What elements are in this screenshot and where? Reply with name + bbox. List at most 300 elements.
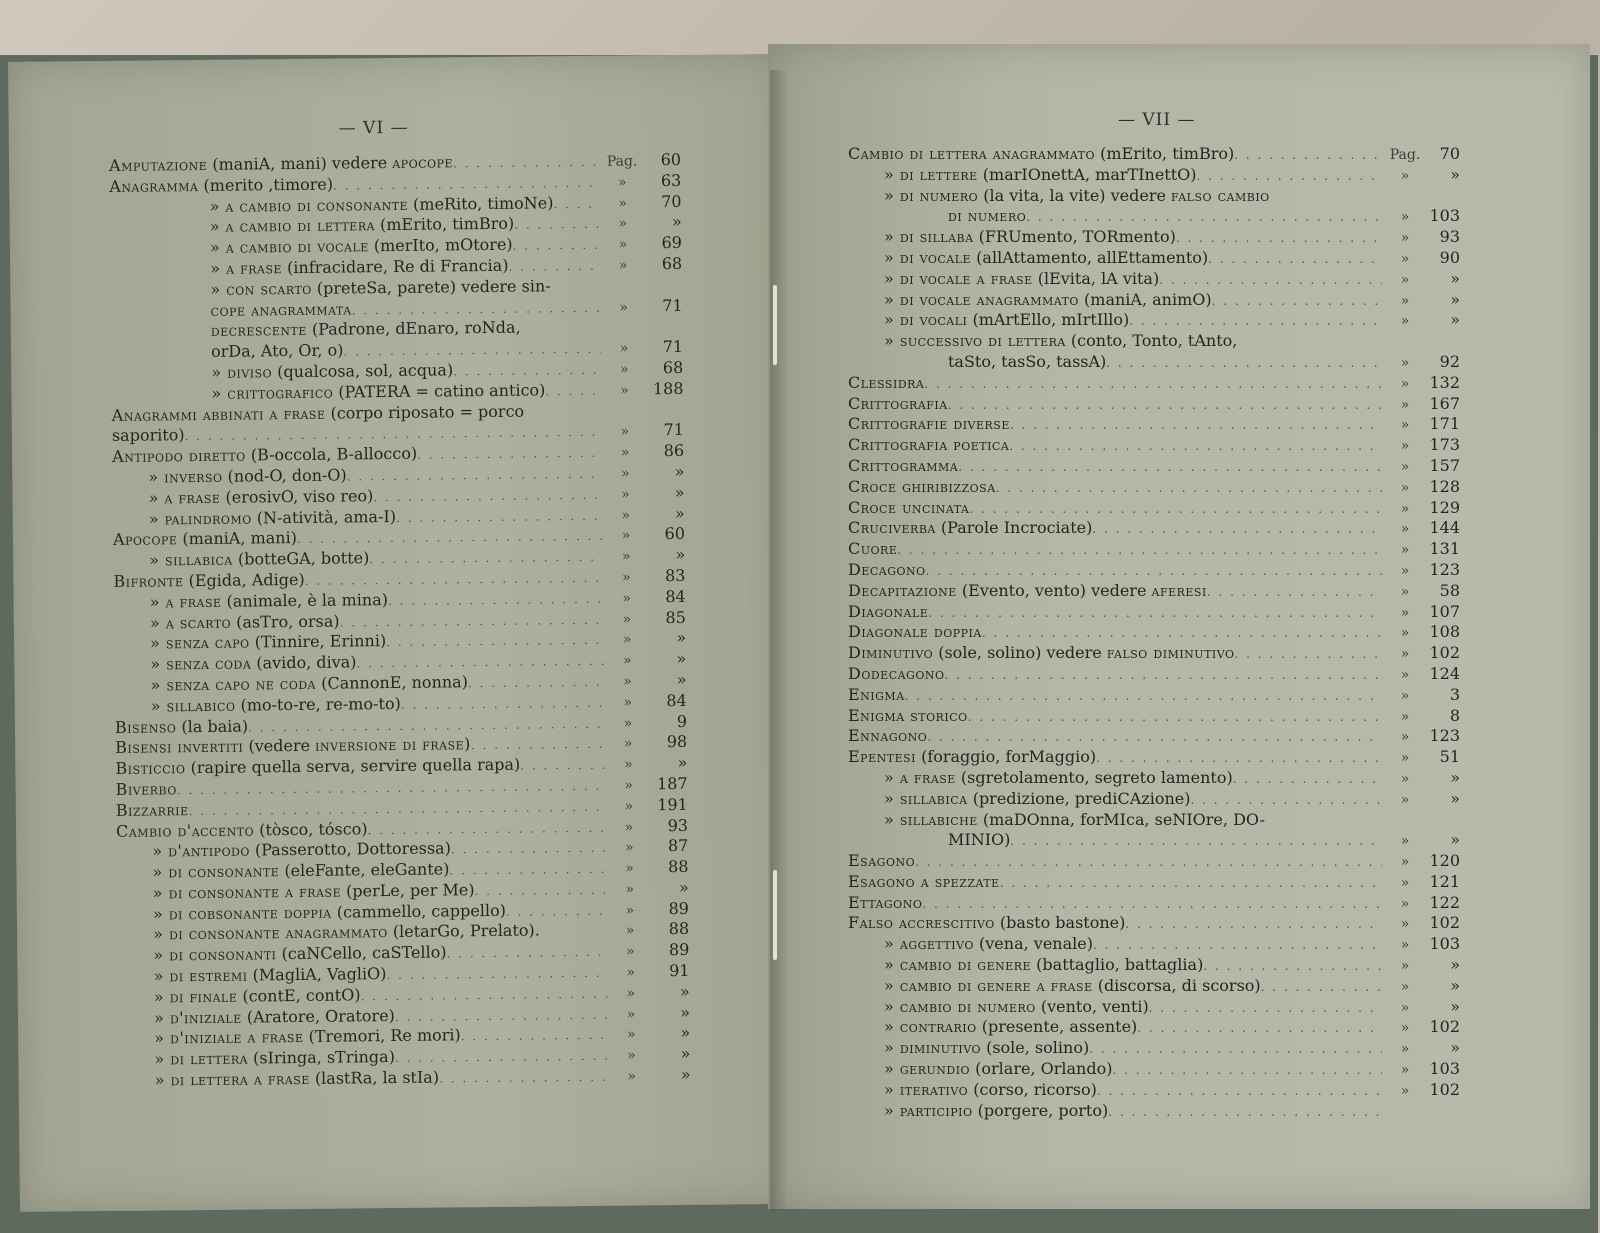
entry-term: Biverbo	[115, 779, 177, 799]
ditto-mark: »	[1400, 458, 1410, 475]
entry-term: di numero	[948, 206, 1027, 226]
ditto-mark: »	[1400, 833, 1410, 850]
entry-example: (perLe, per Me)	[340, 880, 475, 901]
entry-term: Epentesi	[848, 747, 916, 767]
entry-example: (avido, diva)	[251, 652, 357, 673]
ditto-mark: »	[1400, 292, 1410, 309]
entry-term: Ennagono	[848, 726, 928, 746]
page-reference: 9	[676, 711, 688, 731]
dot-leader	[474, 880, 606, 902]
entry-example: (mErito, timBro)	[374, 214, 515, 235]
dot-leader	[1096, 748, 1382, 769]
entry-example: (maniA, mani)	[177, 528, 298, 549]
entry-term: » di consonanti	[153, 944, 277, 965]
entry-term: » a cambio di consonante	[209, 194, 409, 216]
entry-term: decrescente	[210, 320, 307, 341]
ditto-mark: »	[626, 964, 635, 981]
entry-example: (lEvita, lA vita)	[1032, 268, 1160, 288]
page-reference: 87	[667, 836, 689, 856]
ditto-mark: »	[618, 195, 627, 212]
ditto-mark: »	[625, 860, 634, 877]
entry-example: (foraggio, forMaggio)	[915, 747, 1097, 767]
page-reference: 121	[1429, 871, 1460, 891]
index-entry	[848, 456, 1460, 477]
page-reference: 90	[1439, 247, 1460, 267]
dot-leader	[553, 193, 599, 214]
entry-term: » sillabiche	[884, 809, 978, 829]
entry-example: (predizione, prediCAzione)	[967, 788, 1191, 808]
dot-leader	[521, 332, 601, 333]
page-reference: 69	[661, 233, 683, 253]
entry-example: (meRito, timoNe)	[407, 192, 554, 214]
entry-example: (contE, contO)	[237, 985, 361, 1006]
entry-term: Bisticcio	[115, 758, 186, 779]
dot-leader	[471, 734, 605, 756]
dot-leader	[1009, 436, 1382, 457]
entry-term: » senza capo ne coda	[150, 673, 317, 695]
page-reference: 187	[656, 773, 688, 794]
ditto-mark: »	[1400, 583, 1410, 600]
dot-leader	[1112, 1060, 1382, 1081]
dot-leader	[1191, 790, 1383, 811]
index-entry	[848, 477, 1460, 498]
page-reference: 93	[1439, 227, 1460, 247]
page-reference: 68	[661, 253, 683, 274]
ditto-mark: »	[622, 569, 631, 586]
ditto-mark: »	[1400, 978, 1410, 995]
ditto-mark: »	[1400, 916, 1410, 933]
index-entry	[848, 685, 1460, 706]
entry-term: » sillabico	[150, 695, 236, 716]
index-entry	[848, 706, 1460, 727]
ditto-mark: »	[622, 652, 632, 669]
dot-leader	[1125, 914, 1382, 935]
page-reference: 103	[1429, 1059, 1460, 1079]
page-reference: »	[1450, 788, 1460, 808]
index-entry	[848, 394, 1460, 415]
page-reference: »	[677, 753, 688, 773]
dot-leader	[1137, 1018, 1382, 1039]
entry-term: Bizzarrie	[115, 799, 189, 820]
entry-example: (lastRa, la stIa)	[309, 1067, 440, 1088]
binding-thread	[773, 870, 777, 960]
page-reference: 124	[1429, 663, 1460, 683]
ditto-mark: »	[623, 694, 633, 711]
dot-leader	[1149, 998, 1382, 1019]
entry-term: » a frase	[149, 591, 222, 612]
dot-leader	[513, 235, 601, 257]
page-reference: 63	[660, 170, 682, 190]
entry-example: (allAttamento, allEttamento)	[971, 247, 1209, 267]
dot-leader	[1108, 1102, 1382, 1123]
page-reference: »	[680, 1002, 691, 1022]
page-reference: 103	[1429, 206, 1460, 226]
dot-leader	[1010, 831, 1382, 852]
page-reference: »	[674, 503, 685, 523]
ditto-mark: »	[1400, 854, 1410, 871]
page-reference: »	[675, 545, 686, 565]
index-entry	[848, 768, 1460, 789]
page-reference: »	[1450, 767, 1460, 787]
entry-term: » cambio di numero	[884, 996, 1036, 1016]
entry-example: (merIto, mOtore)	[368, 234, 513, 256]
index-entry	[848, 1101, 1460, 1122]
index-entry	[848, 934, 1460, 955]
index-entry	[848, 1080, 1460, 1101]
entry-term: » diminutivo	[884, 1038, 981, 1058]
ditto-mark: »	[1400, 167, 1410, 184]
index-entry	[848, 664, 1460, 685]
page-reference: »	[678, 877, 689, 897]
page-reference: »	[680, 1044, 691, 1064]
ditto-mark: »	[1400, 209, 1410, 226]
index-entry	[848, 726, 1460, 747]
page-reference: 173	[1429, 435, 1460, 455]
entry-term: » con scarto	[210, 278, 312, 299]
ditto-mark: »	[1400, 999, 1410, 1016]
dot-leader	[540, 935, 607, 936]
index-entry	[848, 352, 1460, 373]
entry-example: (mErito, timBro)	[1095, 144, 1235, 163]
entry-term: » di lettera	[154, 1048, 249, 1069]
index-entry	[848, 997, 1460, 1018]
entry-example: (Tremori, Re mori)	[303, 1025, 461, 1047]
ditto-mark: »	[624, 818, 634, 836]
dot-leader	[453, 360, 601, 382]
ditto-mark: »	[1400, 708, 1410, 725]
index-entry	[848, 622, 1460, 643]
entry-example: (Padrone, dEnaro, roNda,	[306, 318, 521, 340]
page-reference: 129	[1429, 497, 1460, 517]
dot-leader	[968, 707, 1382, 728]
ditto-mark: »	[1400, 542, 1410, 559]
entry-term: Cambio d'accento	[115, 819, 255, 841]
dot-leader	[915, 852, 1382, 873]
page-reference: 89	[668, 940, 690, 960]
page-reference: 144	[1429, 518, 1460, 538]
page-reference: 98	[666, 732, 688, 752]
page-reference: 88	[668, 857, 689, 877]
dot-leader	[926, 561, 1382, 582]
index-entry	[848, 976, 1460, 997]
dot-leader	[551, 291, 601, 292]
ditto-mark: »	[621, 486, 630, 503]
index-entry	[848, 643, 1460, 664]
entry-example: MINIO)	[948, 830, 1011, 850]
ditto-mark: »	[624, 777, 633, 794]
page-reference: 60	[664, 524, 686, 544]
page-reference: 188	[652, 378, 684, 399]
entry-term: Esagono a spezzate	[848, 871, 1000, 891]
ditto-mark: »	[1400, 937, 1410, 954]
page-reference: 83	[664, 565, 686, 586]
page-reference: 3	[1449, 684, 1460, 704]
ditto-mark: »	[619, 299, 628, 316]
entry-example: (sole, solino) vedere	[933, 643, 1107, 663]
entry-term: Crittografie diverse	[848, 414, 1010, 434]
entry-example: (maniA, animO)	[1078, 289, 1212, 309]
index-entry	[848, 747, 1460, 768]
page-reference: 51	[1439, 747, 1460, 767]
page-reference: 171	[1429, 414, 1460, 434]
index-entry	[848, 269, 1460, 290]
entry-term: » a cambio di vocale	[209, 236, 369, 258]
ditto-mark: »	[1400, 770, 1410, 787]
ditto-mark: »	[1400, 313, 1410, 330]
entry-crossref: aferesi	[1151, 580, 1207, 600]
index-entry	[848, 310, 1460, 331]
entry-term: » di sillaba	[884, 227, 974, 247]
dot-leader	[1233, 769, 1382, 790]
entry-term: » a frase	[148, 487, 221, 508]
entry-example: (sgretolamento, segreto lamento)	[955, 767, 1233, 787]
entry-term: » d'iniziale a frase	[154, 1027, 304, 1048]
entry-term: » a cambio di lettera	[209, 215, 376, 237]
index-entry	[848, 581, 1460, 602]
dot-leader	[1234, 145, 1382, 166]
ditto-mark: »	[1400, 666, 1410, 683]
entry-example: (vena, venale)	[973, 934, 1093, 954]
page-reference: 71	[663, 420, 684, 440]
dot-leader	[508, 256, 600, 278]
ditto-mark: »	[1400, 729, 1410, 746]
entry-example: (sole, solino)	[981, 1038, 1090, 1058]
ditto-mark: »	[621, 507, 631, 524]
entry-crossref: falso cambio	[1171, 185, 1270, 205]
entry-term: Crittografia poetica	[848, 435, 1010, 455]
entry-example: (vedere	[243, 736, 316, 756]
ditto-mark: »	[620, 382, 629, 399]
ditto-mark: »	[618, 215, 628, 233]
index-entry	[848, 206, 1460, 227]
entry-term: » d'iniziale	[153, 1007, 242, 1028]
right-index-list	[848, 144, 1460, 1121]
dot-leader	[1010, 415, 1382, 436]
index-entry	[848, 539, 1460, 560]
entry-example: (infracidare, Re di Francia)	[281, 255, 509, 278]
entry-term: » a frase	[210, 258, 283, 278]
page-reference: »	[676, 628, 687, 648]
ditto-mark: »	[1400, 750, 1410, 767]
entry-term: Esagono	[848, 851, 916, 871]
ditto-mark: »	[625, 902, 635, 919]
page-reference: 92	[1439, 351, 1460, 371]
dot-leader	[1261, 977, 1382, 998]
ditto-mark: »	[626, 1026, 636, 1044]
entry-example: (preteSa, parete) vedere sin-	[311, 276, 551, 298]
dot-leader	[524, 415, 602, 416]
dot-leader	[468, 672, 605, 694]
ditto-mark: »	[618, 236, 628, 253]
entry-term: » cambio di genere a frase	[884, 975, 1093, 995]
ditto-mark: »	[1400, 895, 1410, 912]
ditto-mark: »	[1400, 687, 1410, 704]
entry-term: Croce ghiribizzosa	[848, 476, 996, 496]
entry-term: » d'antipodo	[152, 840, 250, 861]
entry-term: Anagrammi abbinati a frase	[111, 403, 326, 425]
entry-term: cope anagrammata	[210, 298, 352, 320]
entry-term: Bisensi invertiti	[115, 736, 244, 758]
entry-term: » di vocale anagrammato	[884, 289, 1079, 309]
dot-leader	[1089, 1039, 1382, 1060]
ditto-mark: »	[1400, 230, 1410, 247]
entry-term: Decagono	[848, 559, 926, 579]
index-entry	[848, 518, 1460, 539]
entry-term: » sillabica	[884, 788, 968, 808]
ditto-mark: »	[1400, 271, 1410, 288]
ditto-mark: »	[1400, 396, 1410, 413]
ditto-mark: »	[617, 174, 627, 191]
dot-leader	[927, 727, 1382, 748]
page-reference: 167	[1429, 393, 1460, 413]
dot-leader	[545, 381, 601, 402]
index-entry	[848, 227, 1460, 248]
entry-term: Cuore	[848, 539, 898, 559]
page-reference: »	[1450, 830, 1460, 850]
ditto-mark: »	[622, 611, 632, 628]
page-reference: 102	[1429, 1017, 1460, 1037]
dot-leader	[945, 665, 1382, 686]
ditto-mark: »	[1400, 562, 1410, 579]
entry-example: (battaglio, battaglia)	[1031, 955, 1204, 975]
dot-leader	[1197, 166, 1382, 187]
entry-example: (letarGo, Prelato).	[387, 920, 540, 942]
index-entry	[848, 1017, 1460, 1038]
entry-example: (maniA, mani) vedere	[207, 152, 393, 174]
page-reference: 58	[1439, 580, 1460, 600]
page-reference: »	[680, 1064, 691, 1085]
index-entry	[848, 435, 1460, 456]
left-page-number: — VI —	[338, 117, 409, 139]
entry-crossref: inversione di frase)	[314, 734, 471, 756]
entry-term: Amputazione	[108, 154, 208, 175]
entry-example: (conto, Tonto, tAnto,	[1065, 331, 1238, 351]
page-reference: 71	[662, 337, 684, 357]
ditto-mark: »	[619, 340, 629, 357]
ditto-mark: »	[625, 922, 635, 940]
entry-term: Bisenso	[114, 716, 177, 737]
entry-example: (qualcosa, sol, acqua)	[272, 360, 454, 382]
entry-term: Diminutivo	[848, 643, 934, 663]
dot-leader	[996, 478, 1382, 499]
ditto-mark: »	[622, 631, 632, 648]
entry-example: (Aratore, Oratore)	[241, 1005, 395, 1027]
page-reference: 108	[1429, 622, 1460, 642]
page-reference: 102	[1429, 913, 1460, 933]
entry-term: Apocope	[112, 529, 178, 550]
entry-example: (corpo riposato = porco	[325, 401, 525, 423]
binding-thread	[773, 285, 777, 365]
index-entry	[848, 1038, 1460, 1059]
entry-example: orDa, Ato, Or, o)	[210, 340, 344, 362]
entry-term: Croce uncinata	[848, 497, 970, 517]
entry-example: taSto, tasSo, tassA)	[948, 351, 1107, 371]
page-reference: 70	[661, 191, 682, 211]
ditto-mark: »	[624, 798, 634, 815]
entry-term: Crittografia	[848, 393, 948, 413]
book-gutter	[770, 70, 788, 1210]
entry-example: (caNCello, caSTello)	[276, 942, 447, 964]
entry-example: (la baia)	[176, 716, 249, 736]
page-reference: 89	[668, 898, 689, 918]
page-reference: »	[1450, 1038, 1460, 1058]
left-page	[8, 54, 796, 1212]
entry-example: (botteGA, botte)	[232, 548, 370, 569]
page-reference: 85	[665, 607, 686, 627]
page-reference: »	[1450, 164, 1460, 184]
entry-term: Falso accrescitivo	[848, 913, 995, 933]
entry-term: » di consonante anagrammato	[153, 922, 388, 945]
ditto-mark: »	[1400, 958, 1410, 975]
right-page-number: — VII —	[1118, 110, 1196, 130]
ditto-mark: »	[1400, 479, 1410, 496]
page-reference: »	[1450, 955, 1460, 975]
ditto-mark: »	[1400, 521, 1410, 538]
entry-example: (CannonE, nonna)	[315, 672, 469, 693]
page-reference: 120	[1429, 851, 1460, 871]
ditto-mark: »	[618, 257, 628, 274]
entry-example: (presente, assente)	[976, 1017, 1138, 1037]
entry-example: (eleFante, eleGante)	[279, 859, 450, 881]
entry-example: (basto bastone)	[994, 913, 1126, 933]
entry-term: Crittogramma	[848, 455, 959, 475]
entry-term: Bifronte	[113, 571, 184, 591]
entry-example: (B-occola, B-allocco)	[245, 443, 418, 465]
page-reference: 60	[660, 149, 682, 170]
entry-example: (tòsco, tósco)	[253, 818, 368, 839]
index-entry	[848, 186, 1460, 207]
page-reference: »	[1450, 289, 1460, 309]
entry-example: (la vita, la vite) vedere	[978, 185, 1172, 205]
index-entry	[848, 498, 1460, 519]
index-entry	[848, 602, 1460, 623]
page-reference: 86	[663, 441, 685, 461]
entry-term: Cambio di lettera anagrammato	[848, 144, 1096, 163]
dot-leader	[897, 540, 1382, 561]
page-reference: 70	[1439, 144, 1460, 163]
page-reference: »	[676, 669, 687, 689]
page-reference: »	[1450, 975, 1460, 995]
index-entry	[848, 851, 1460, 872]
entry-term: » di vocali	[884, 310, 968, 330]
page-reference: »	[676, 649, 687, 669]
ditto-mark: »	[1400, 438, 1410, 455]
ditto-mark: »	[1400, 500, 1410, 517]
entry-example: (maDOnna, forMIca, seNIOre, DO-	[977, 809, 1266, 829]
ditto-mark: »	[1400, 354, 1410, 371]
entry-term: » diviso	[211, 362, 273, 382]
entry-term: » di vocale a frase	[884, 268, 1033, 288]
entry-example: (Tinnire, Erinni)	[249, 631, 387, 652]
page-reference: 123	[1429, 726, 1460, 746]
entry-term: » senza coda	[150, 653, 252, 674]
entry-term: » inverso	[148, 466, 223, 487]
entry-example: (MagliA, VagliO)	[247, 964, 387, 985]
page-reference: »	[1450, 996, 1460, 1016]
entry-term: » di lettera a frase	[154, 1068, 310, 1090]
index-entry	[848, 248, 1460, 269]
dot-leader	[1176, 228, 1382, 249]
left-index-list	[109, 150, 691, 1092]
entry-example: (erosivO, viso reo)	[220, 485, 374, 507]
page-reference: 122	[1429, 892, 1460, 912]
entry-example: (merito ,timore)	[198, 174, 334, 195]
page-reference: 191	[657, 794, 688, 814]
entry-term: Dodecagono	[848, 663, 945, 683]
ditto-mark: »	[624, 839, 634, 856]
entry-term: » a scarto	[149, 612, 232, 633]
dot-leader	[982, 623, 1382, 644]
